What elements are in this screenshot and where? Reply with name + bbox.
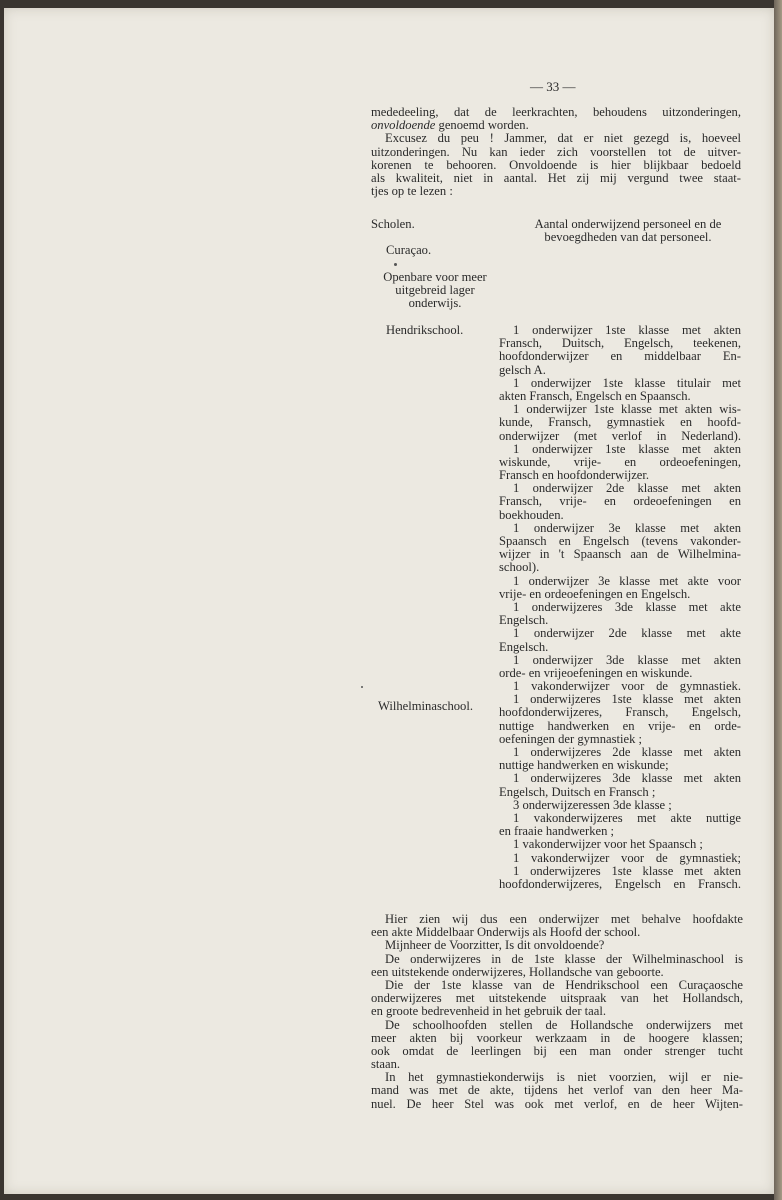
- list-item: 1 onderwijzer 3e klasse met akten: [513, 520, 741, 535]
- list-item: 1 onderwijzeres 1ste klasse met akten: [513, 863, 741, 878]
- list-item: hoofdonderwijzeres, Fransch, Engelsch,: [499, 705, 741, 720]
- list-item: 1 onderwijzer 1ste klasse titulair met: [513, 375, 741, 390]
- body-line: Hier zien wij dus een onderwijzer met behalve hoofdakte: [385, 912, 743, 926]
- table-header-schools: Scholen.: [371, 217, 415, 231]
- body-line: een akte Middelbaar Onderwijs als Hoofd der school.: [371, 925, 641, 940]
- school-name-wilhelminaschool: [378, 700, 473, 713]
- intro-line: uitzonderingen. Nu kan ieder zich voorstellen tot de uitver-: [371, 144, 741, 159]
- body-line: mand was met de akte, tijdens het verlof van den heer Ma-: [371, 1083, 743, 1098]
- category-line: uitgebreid lager: [395, 283, 475, 298]
- intro-line: mededeeling, dat de leerkrachten, behoudens uitzonderingen,: [371, 105, 741, 119]
- school-name: Wilhelminaschool.: [378, 699, 473, 713]
- body-line: In het gymnastiekonderwijs is niet voorzien, wijl er nie-: [385, 1070, 743, 1085]
- category-line: Openbare voor meer: [383, 270, 487, 284]
- body-line: een uitstekende onderwijzeres, Hollandsche van geboorte.: [371, 964, 664, 979]
- table-header-line: Aantal onderwijzend personeel en de: [534, 217, 722, 231]
- list-item: 1 onderwijzeres 1ste klasse met akten: [513, 692, 741, 707]
- category-label: [371, 271, 499, 311]
- list-item: en fraaie handwerken ;: [499, 824, 615, 839]
- list-item: hoofdonderwijzeres, Engelsch en Fransch.: [499, 876, 741, 891]
- list-item: Fransch, vrije- en ordeoefeningen en: [499, 494, 741, 509]
- body-line: Mijnheer de Voorzitter, Is dit onvoldoende?: [385, 938, 605, 953]
- list-item: 1 vakonderwijzer voor het Spaansch ;: [513, 837, 703, 852]
- place-name: Curaçao.: [386, 243, 432, 257]
- table-header-line: bevoegdheden van dat personeel.: [544, 230, 712, 245]
- closing-paragraphs: [371, 913, 743, 1111]
- list-item: 1 vakonderwijzer voor de gymnastiek;: [513, 850, 741, 865]
- body-line: en groote bedrevenheid in het gebruik der taal.: [371, 1004, 606, 1019]
- list-item: Spaansch en Engelsch (tevens vakonder-: [499, 534, 741, 548]
- intro-italic-word: onvoldoende: [371, 118, 436, 133]
- intro-line: tjes op te lezen :: [371, 184, 453, 199]
- list-item: orde- en vrijeoefeningen en wiskunde.: [499, 665, 693, 680]
- ink-dot: [394, 263, 397, 266]
- intro-line: Excusez du peu ! Jammer, dat er niet gezegd is, hoeveel: [385, 131, 741, 146]
- list-item: 1 onderwijzeres 3de klasse met akten: [513, 771, 741, 786]
- table-header-right: [508, 218, 748, 244]
- list-item: 1 onderwijzer 1ste klasse met akten wis-: [513, 402, 741, 417]
- body-line: staan.: [371, 1057, 401, 1072]
- list-item: 1 onderwijzeres 2de klasse met akten: [513, 745, 741, 759]
- list-item: wiskunde, vrije- en ordeoefeningen,: [499, 454, 741, 469]
- school-name: Hendrikschool.: [386, 323, 464, 337]
- list-item: hoofdonderwijzer en middelbaar En-: [499, 349, 741, 364]
- list-item: akten Fransch, Engelsch en Spaansch.: [499, 388, 691, 403]
- body-line: ook omdat de leerlingen bij een man onder strenger tucht: [371, 1043, 743, 1058]
- intro-line: als kwaliteit, niet in aantal. Het zij mij vergund twee staat-: [371, 170, 741, 185]
- list-item: Fransch en hoofdonderwijzer.: [499, 468, 650, 483]
- body-line: Die der 1ste klasse van de Hendrikschool een Curaçaosche: [385, 977, 743, 992]
- body-line: nuel. De heer Stel was ook met verlof, en de heer Wijten-: [371, 1096, 743, 1111]
- body-line: meer akten bij voorkeur werkzaam in de hoogere klassen;: [371, 1030, 743, 1045]
- body-line: De onderwijzeres in de 1ste klasse der Wilhelminaschool is: [385, 951, 743, 966]
- list-item: 1 vakonderwijzeres met akte nuttige: [513, 810, 741, 825]
- category-line: onderwijs.: [408, 296, 462, 311]
- list-item: Engelsch.: [499, 639, 549, 654]
- list-item: 1 onderwijzer 2de klasse met akten: [513, 481, 741, 496]
- list-item: boekhouden.: [499, 507, 564, 522]
- list-item: oefeningen der gymnastiek ;: [499, 731, 643, 746]
- list-item: 1 onderwijzer 3de klasse met akten: [513, 652, 741, 667]
- list-item: kunde, Fransch, gymnastiek en hoofd-: [499, 415, 741, 430]
- list-item: nuttige handwerken en vrije- en orde-: [499, 718, 741, 733]
- list-item: Engelsch.: [499, 613, 549, 628]
- list-item: nuttige handwerken en wiskunde;: [499, 758, 669, 773]
- list-item: 1 onderwijzer 1ste klasse met akten: [513, 441, 741, 456]
- page-edge: [774, 0, 782, 1200]
- list-item: vrije- en ordeoefeningen en Engelsch.: [499, 586, 691, 601]
- list-item: 1 onderwijzer 2de klasse met akte: [513, 626, 741, 641]
- list-item: Engelsch, Duitsch en Fransch ;: [499, 784, 656, 799]
- list-item: onderwijzer (met verlof in Nederland).: [499, 428, 741, 443]
- ink-dot: [361, 686, 363, 688]
- intro-paragraph: [371, 106, 741, 198]
- list-item: gelsch A.: [499, 362, 546, 377]
- school-name-hendrikschool: [386, 324, 463, 337]
- list-item: 1 onderwijzer 1ste klasse met akten: [513, 323, 741, 337]
- list-item: Fransch, Duitsch, Engelsch, teekenen,: [499, 336, 741, 351]
- body-line: onderwijzeres met uitstekende uitspraak van het Hollandsch,: [371, 991, 743, 1006]
- body-line: De schoolhoofden stellen de Hollandsche onderwijzers met: [385, 1017, 743, 1032]
- page-number: — 33 —: [530, 79, 576, 94]
- list-item: 1 onderwijzer 3e klasse met akte voor: [513, 573, 741, 588]
- intro-line-rest: genoemd worden.: [438, 118, 529, 133]
- list-item: 1 onderwijzeres 3de klasse met akte: [513, 599, 741, 614]
- table-header-left: [371, 218, 481, 231]
- place-label: [386, 244, 431, 257]
- list-item: 3 onderwijzeressen 3de klasse ;: [513, 797, 672, 812]
- staff-list: [499, 324, 741, 891]
- list-item: wijzer in 't Spaansch aan de Wilhelmina-: [499, 547, 741, 562]
- list-item: 1 vakonderwijzer voor de gymnastiek.: [513, 679, 741, 694]
- intro-line: korenen te behooren. Onvoldoende is hier blijkbaar bedoeld: [371, 157, 741, 172]
- list-item: school).: [499, 560, 540, 575]
